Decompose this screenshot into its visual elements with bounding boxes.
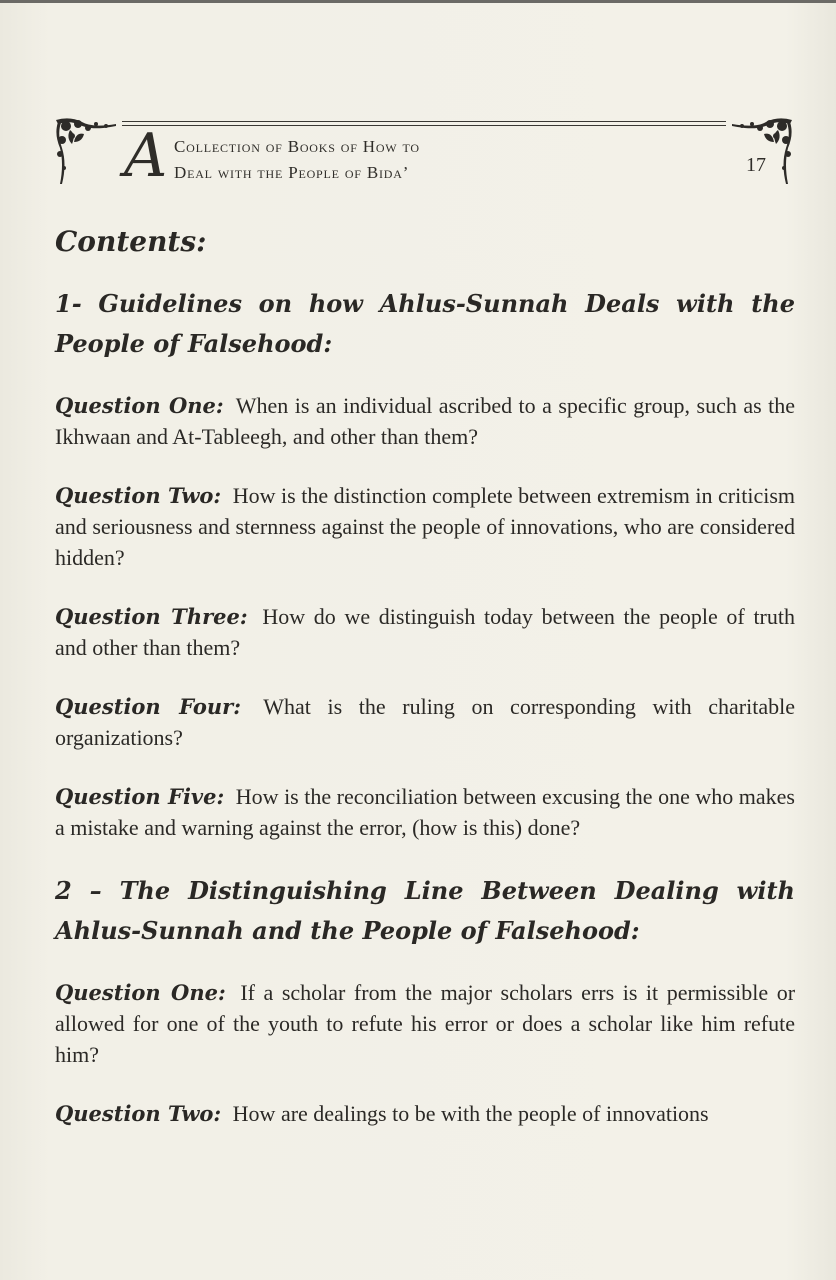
question-text: When is an individual ascribed to a specific group, such as the Ikhwaan and At-Tableegh, and other than them? [55,393,795,449]
question-label: Question Five: [55,784,225,809]
question-item [55,977,795,1070]
question-item [55,781,795,843]
question-label: Question Two: [55,483,222,508]
question-label: Question One: [55,980,226,1005]
section-title: 2 – The Distinguishing Line Between Dealing with Ahlus-Sunnah and the People of Falsehood: [55,876,795,945]
contents-heading: Contents: [55,225,207,258]
page-header [52,112,796,198]
floral-ornament-icon [52,114,124,188]
question-text: If a scholar from the major scholars errs is it permissible or allowed for one of the youth to refute his error or does a scholar like him refute him? [55,980,796,1067]
question-item [55,1098,795,1129]
question-label: Question Two: [55,1101,222,1126]
question-item [55,390,795,452]
running-title-line1: Collection of Books of How to [174,137,420,156]
question-label: Question One: [55,393,224,418]
question-item [55,480,795,573]
running-title-line2: Deal with the People of Bida’ [174,163,410,182]
question-label: Question Four: [55,694,241,719]
header-rule-thin [122,125,726,126]
question-text: How is the reconciliation between excusing the one who makes a mistake and warning against the error, (how is this) done? [55,784,795,840]
page-number: 17 [746,154,766,176]
page-top-edge [0,0,836,3]
contents-body [55,222,795,1157]
running-title [174,134,420,186]
question-text: How is the distinction complete between extremism in criticism and seriousness and sternness against the people of innovations, who are considered hidden? [55,483,795,570]
section-title: 1- Guidelines on how Ahlus-Sunnah Deals with the People of Falsehood: [55,289,795,358]
header-rule [122,121,726,122]
question-text: How do we distinguish today between the people of truth and other than them? [55,604,795,660]
question-item [55,601,795,663]
question-label: Question Three: [55,604,248,629]
question-text: How are dealings to be with the people of innovations [232,1101,709,1126]
question-item [55,691,795,753]
question-text: What is the ruling on corresponding with charitable organizations? [55,694,795,750]
header-dropcap: A [124,121,168,191]
